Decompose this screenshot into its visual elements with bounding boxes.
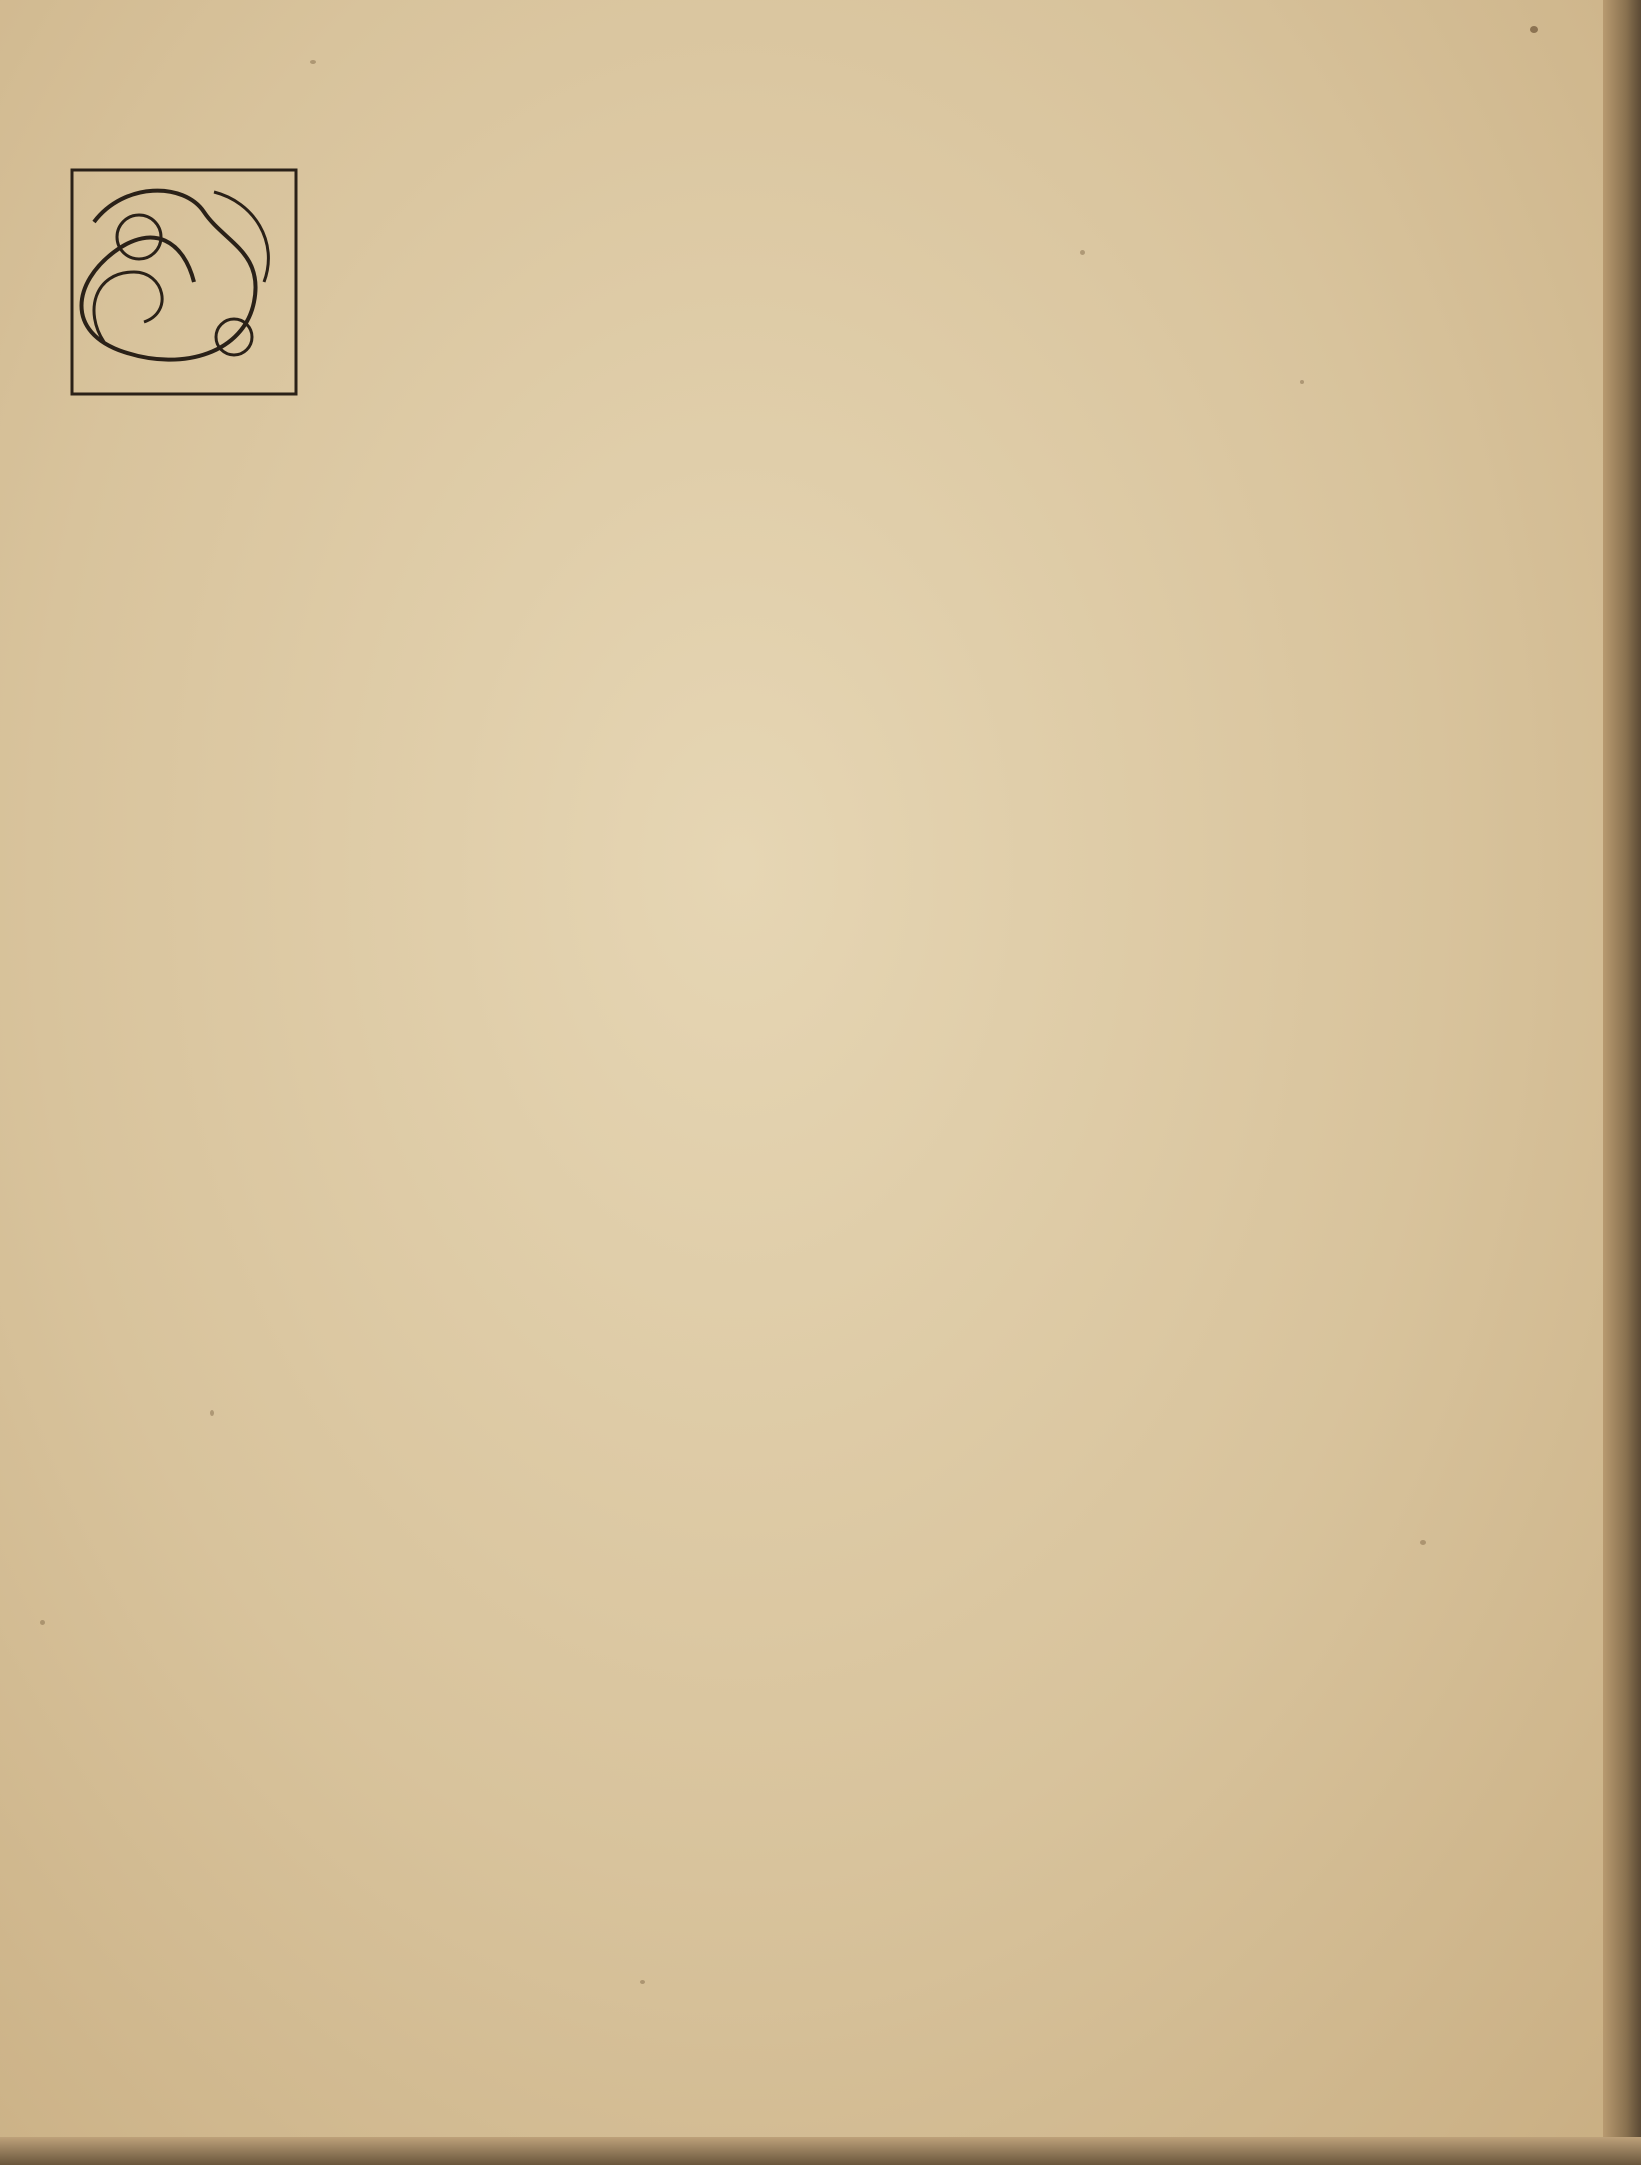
page-footer [70, 414, 1230, 464]
intro-paragraph [70, 162, 1230, 414]
page-text [70, 140, 1230, 464]
page-edge-right [1603, 0, 1641, 2165]
page-edge-bottom [0, 2137, 1641, 2165]
decorated-initial [64, 162, 304, 402]
